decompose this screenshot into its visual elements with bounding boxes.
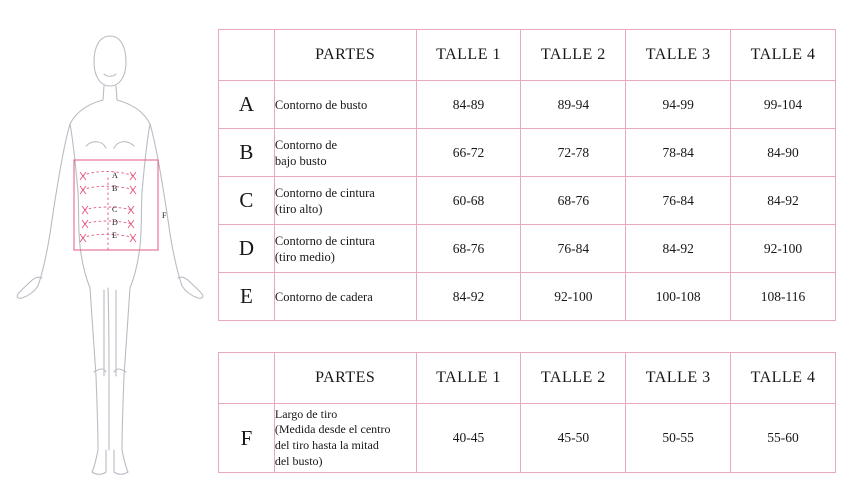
header-talle-2: TALLE 2 (521, 30, 626, 81)
row-talle-4: 92-100 (731, 225, 836, 273)
tiro-measurements-table (218, 352, 836, 473)
marker-f: F (162, 211, 167, 220)
header-talle-4: TALLE 4 (731, 30, 836, 81)
row-talle-1: 84-92 (416, 273, 521, 321)
row-part: Contorno de cintura (tiro alto) (274, 177, 416, 225)
header-talle-4: TALLE 4 (731, 353, 836, 404)
marker-a: A (112, 171, 118, 180)
header-blank (219, 30, 275, 81)
row-talle-2: 89-94 (521, 81, 626, 129)
marker-d: D (112, 218, 118, 227)
row-talle-4: 84-92 (731, 177, 836, 225)
row-letter: C (219, 177, 275, 225)
row-talle-3: 50-55 (626, 404, 731, 473)
row-part: Contorno de bajo busto (274, 129, 416, 177)
row-talle-1: 84-89 (416, 81, 521, 129)
main-measurements-table-wrapper (218, 29, 836, 321)
row-letter: E (219, 273, 275, 321)
row-talle-4: 108-116 (731, 273, 836, 321)
table-row (219, 81, 836, 129)
row-talle-2: 76-84 (521, 225, 626, 273)
row-letter: F (219, 404, 275, 473)
table-row (219, 404, 836, 473)
row-talle-3: 84-92 (626, 225, 731, 273)
header-talle-3: TALLE 3 (626, 30, 731, 81)
row-part: Contorno de cintura (tiro medio) (274, 225, 416, 273)
row-letter: D (219, 225, 275, 273)
row-talle-3: 94-99 (626, 81, 731, 129)
header-blank (219, 353, 275, 404)
row-letter: B (219, 129, 275, 177)
header-partes: PARTES (274, 353, 416, 404)
row-talle-4: 55-60 (731, 404, 836, 473)
table-row (219, 177, 836, 225)
table-header-row (219, 353, 836, 404)
tiro-table-wrapper (218, 352, 836, 473)
table-row (219, 129, 836, 177)
marker-c: C (112, 205, 118, 214)
row-talle-1: 66-72 (416, 129, 521, 177)
row-talle-4: 84-90 (731, 129, 836, 177)
header-partes: PARTES (274, 30, 416, 81)
row-talle-3: 76-84 (626, 177, 731, 225)
row-talle-2: 45-50 (521, 404, 626, 473)
table-header-row (219, 30, 836, 81)
row-part: Contorno de busto (274, 81, 416, 129)
body-measurement-diagram (8, 20, 213, 490)
header-talle-1: TALLE 1 (416, 353, 521, 404)
row-talle-3: 100-108 (626, 273, 731, 321)
row-talle-1: 68-76 (416, 225, 521, 273)
row-talle-2: 68-76 (521, 177, 626, 225)
figure-panel (0, 0, 215, 500)
row-letter: A (219, 81, 275, 129)
row-talle-4: 99-104 (731, 81, 836, 129)
marker-b: B (112, 184, 118, 193)
row-talle-1: 40-45 (416, 404, 521, 473)
table-row (219, 225, 836, 273)
table-row (219, 273, 836, 321)
header-talle-3: TALLE 3 (626, 353, 731, 404)
header-talle-2: TALLE 2 (521, 353, 626, 404)
row-talle-1: 60-68 (416, 177, 521, 225)
row-part: Contorno de cadera (274, 273, 416, 321)
row-talle-3: 78-84 (626, 129, 731, 177)
header-talle-1: TALLE 1 (416, 30, 521, 81)
row-talle-2: 92-100 (521, 273, 626, 321)
main-measurements-table (218, 29, 836, 321)
marker-e: E (112, 231, 117, 240)
row-talle-2: 72-78 (521, 129, 626, 177)
row-part: Largo de tiro (Medida desde el centro del tiro hasta la mitad del busto) (274, 404, 416, 473)
